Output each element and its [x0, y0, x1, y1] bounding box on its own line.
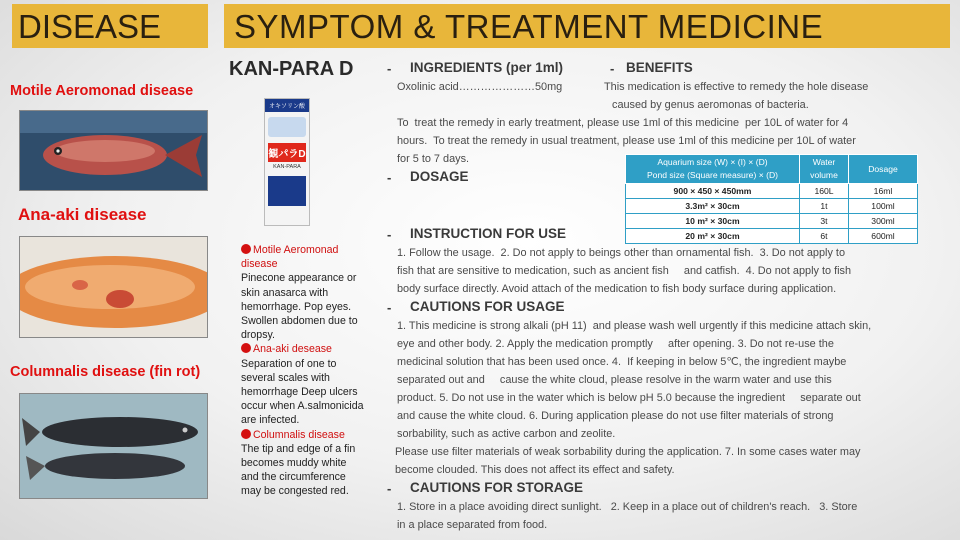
cell-dosage: 16ml	[849, 184, 918, 199]
cell-size: 3.3m² × 30cm	[626, 199, 800, 214]
cell-water: 1t	[800, 199, 849, 214]
benefits-heading: BENEFITS	[626, 60, 693, 75]
ana-aki-fish-photo	[19, 236, 208, 338]
product-name: KAN-PARA D	[229, 58, 354, 80]
instruction-line: fish that are sensitive to medication, such as ancient fish and catfish. 4. Do not apply to fish	[397, 265, 852, 277]
cell-size: 20 m² × 30cm	[626, 229, 800, 244]
product-box-bottom	[268, 176, 306, 206]
table-row	[626, 184, 918, 199]
instruction-line: 1. Follow the usage. 2. Do not apply to beings other than ornamental fish. 3. Do not apply to	[397, 247, 845, 259]
bullet-dot-icon	[241, 343, 251, 353]
instruction-line: body surface directly. Avoid attach of the medication to fish body surface during application.	[397, 283, 837, 295]
columnalis-fish-photo	[19, 393, 208, 499]
table-header-size	[626, 155, 800, 184]
bullet-marker: -	[387, 170, 392, 185]
koi-illustration	[268, 117, 306, 137]
cautions-usage-heading: CAUTIONS FOR USAGE	[410, 299, 565, 314]
water-header-line1: Water	[812, 157, 836, 167]
caution-line: separated out and cause the white cloud, please resolve in the warm water and use this	[397, 374, 832, 386]
bullet-marker: -	[387, 61, 392, 76]
caution-line: Please use filter materials of weak sorbability during the application. 7. In some cases water may	[395, 446, 861, 458]
bullet-marker: -	[387, 481, 392, 496]
treatment-line: for 5 to 7 days.	[397, 153, 470, 165]
product-box-subtitle: KAN-PARA	[273, 164, 301, 170]
product-box-image	[264, 98, 310, 226]
cell-dosage: 300ml	[849, 214, 918, 229]
benefits-line: caused by genus aeromonas of bacteria.	[612, 99, 809, 111]
treatment-line: hours. To treat the remedy in usual treatment, please use 1ml of this medicine per 10L of water	[397, 135, 856, 147]
table-header-dosage: Dosage	[849, 155, 918, 184]
symptom-title: Motile Aeromonad disease	[241, 244, 339, 271]
bullet-marker: -	[387, 300, 392, 315]
cell-dosage: 100ml	[849, 199, 918, 214]
symptom-text: Pinecone appearance or skin anasarca with hemorrhage. Pop eyes. Swollen abdomen due to dropsy.	[241, 272, 358, 342]
storage-line: in a place separated from food.	[397, 519, 548, 531]
bullet-dot-icon	[241, 429, 251, 439]
symptom-text: The tip and edge of a fin becomes muddy white and the circumference may be congested red.	[241, 442, 356, 498]
symptom-block	[241, 243, 366, 271]
symptom-block	[241, 342, 366, 356]
symptom-descriptions	[241, 243, 366, 499]
size-header-line2: Pond size (Square measure) × (D)	[646, 170, 779, 180]
cell-size: 900 × 450 × 450mm	[626, 184, 800, 199]
ingredients-line: Oxolinic acid…………………50mg	[397, 81, 563, 93]
symptom-block	[241, 428, 366, 442]
caution-line: 1. This medicine is strong alkali (pH 11) and please wash well urgently if this medicine attach skin,	[397, 320, 872, 332]
motile-fish-photo	[19, 110, 208, 191]
storage-line: 1. Store in a place avoiding direct sunlight. 2. Keep in a place out of children's reach. 3. Store	[397, 501, 858, 513]
cell-water: 160L	[800, 184, 849, 199]
caution-line: and cause the white cloud. 6. During application please do not use filter materials of strong	[397, 410, 834, 422]
table-row	[626, 229, 918, 244]
product-box-brand: 観パラD	[268, 143, 306, 162]
bullet-dot-icon	[241, 244, 251, 254]
table-row	[626, 199, 918, 214]
bullet-marker: -	[610, 61, 615, 76]
cell-water: 6t	[800, 229, 849, 244]
dosage-table-wrap	[625, 154, 918, 244]
ingredients-heading: INGREDIENTS (per 1ml)	[410, 60, 564, 75]
bullet-marker: -	[387, 227, 392, 242]
cell-dosage: 600ml	[849, 229, 918, 244]
table-header-water	[800, 155, 849, 184]
symptom-title: Columnalis disease	[253, 428, 345, 441]
dosage-table	[625, 154, 918, 244]
treatment-line: To treat the remedy in early treatment, please use 1ml of this medicine per 10L of water for 4	[397, 117, 849, 129]
caution-line: medicinal solution that has been used once. 4. If keeping in below 5℃, the ingredient maybe	[397, 356, 847, 368]
disease-header: DISEASE	[12, 4, 208, 48]
symptom-title: Ana-aki desease	[253, 343, 332, 356]
water-header-line2: volume	[810, 170, 838, 180]
table-row	[626, 214, 918, 229]
cell-water: 3t	[800, 214, 849, 229]
caution-line: sorbability, such as active carbon and zeolite.	[397, 428, 616, 440]
caution-line: product. 5. Do not use in the water which is below pH 5.0 because the ingredient separate out	[397, 392, 861, 404]
symptom-text: Separation of one to several scales with hemorrhage Deep ulcers occur when A.salmonicida are infected.	[241, 357, 364, 427]
disease-name-ana-aki: Ana-aki disease	[18, 205, 147, 224]
size-header-line1: Aquarium size (W) × (I) × (D)	[657, 157, 768, 167]
caution-line: become clouded. This does not affect its effect and safety.	[395, 464, 675, 476]
cell-size: 10 m² × 30cm	[626, 214, 800, 229]
disease-name-columnalis: Columnalis disease (fin rot)	[10, 364, 201, 380]
dosage-heading: DOSAGE	[410, 169, 469, 184]
cautions-storage-heading: CAUTIONS FOR STORAGE	[410, 480, 584, 495]
product-box-label-top: オキソリン酸	[265, 99, 309, 112]
disease-name-motile: Motile Aeromonad disease	[10, 83, 194, 99]
benefits-line: This medication is effective to remedy the hole disease	[604, 81, 869, 93]
instruction-heading: INSTRUCTION FOR USE	[410, 226, 567, 241]
caution-line: eye and other body. 2. Apply the medication promptly after opening. 3. Do not re-use the	[397, 338, 834, 350]
symptom-treatment-header: SYMPTOM & TREATMENT MEDICINE	[224, 4, 950, 48]
